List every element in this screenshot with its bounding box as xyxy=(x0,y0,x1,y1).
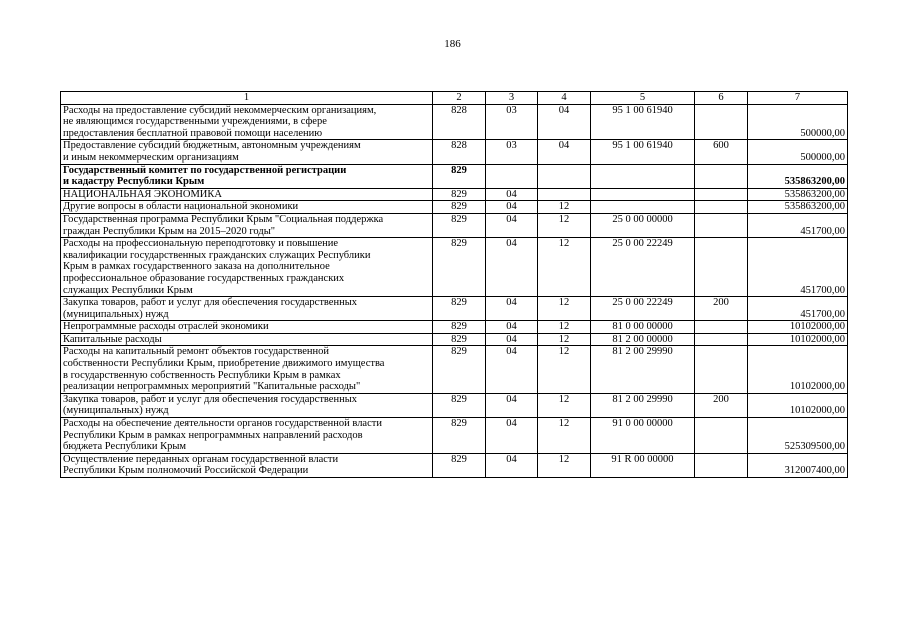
cell-target-article: 81 0 00 00000 xyxy=(591,321,695,334)
cell-description: Расходы на профессиональную переподготовку и повышение квалификации государственных гражданских служащих Республики Крым в рамках государственного заказа на дополнительное профессиональное образование государственных гражданских служащих Республики Крым xyxy=(61,238,433,297)
cell-section: 04 xyxy=(486,297,538,321)
cell-target-article: 81 2 00 00000 xyxy=(591,333,695,346)
cell-amount: 451700,00 xyxy=(748,213,848,237)
header-cell-6: 6 xyxy=(695,92,748,105)
cell-description: Расходы на капитальный ремонт объектов государственной собственности Республики Крым, приобретение движимого имущества в государственную собственность Республики Крым в рамках реализации непрограммных мероприятий "Капитальные расходы" xyxy=(61,346,433,393)
header-cell-4: 4 xyxy=(538,92,591,105)
cell-expense-type xyxy=(695,104,748,140)
cell-description: НАЦИОНАЛЬНАЯ ЭКОНОМИКА xyxy=(61,188,433,201)
cell-subsection: 04 xyxy=(538,140,591,164)
header-cell-3: 3 xyxy=(486,92,538,105)
cell-subsection: 12 xyxy=(538,346,591,393)
cell-section: 04 xyxy=(486,453,538,477)
cell-amount: 312007400,00 xyxy=(748,453,848,477)
header-cell-1: 1 xyxy=(61,92,433,105)
cell-ministry-code: 829 xyxy=(433,213,486,237)
cell-target-article: 91 0 00 00000 xyxy=(591,418,695,454)
cell-section: 04 xyxy=(486,201,538,214)
cell-target-article: 25 0 00 22249 xyxy=(591,238,695,297)
cell-subsection: 12 xyxy=(538,418,591,454)
cell-amount: 451700,00 xyxy=(748,297,848,321)
cell-amount: 535863200,00 xyxy=(748,188,848,201)
cell-subsection: 12 xyxy=(538,333,591,346)
cell-amount: 10102000,00 xyxy=(748,393,848,417)
cell-section: 04 xyxy=(486,213,538,237)
header-cell-7: 7 xyxy=(748,92,848,105)
cell-subsection: 12 xyxy=(538,213,591,237)
cell-expense-type: 200 xyxy=(695,297,748,321)
table-row xyxy=(61,418,848,454)
cell-expense-type xyxy=(695,321,748,334)
cell-target-article: 95 1 00 61940 xyxy=(591,104,695,140)
cell-subsection: 12 xyxy=(538,453,591,477)
cell-description: Закупка товаров, работ и услуг для обеспечения государственных (муниципальных) нужд xyxy=(61,393,433,417)
cell-expense-type xyxy=(695,201,748,214)
cell-target-article: 25 0 00 22249 xyxy=(591,297,695,321)
table-row xyxy=(61,238,848,297)
table-row xyxy=(61,321,848,334)
cell-ministry-code: 829 xyxy=(433,164,486,188)
cell-ministry-code: 828 xyxy=(433,140,486,164)
page-number: 186 xyxy=(444,38,461,50)
cell-target-article: 95 1 00 61940 xyxy=(591,140,695,164)
cell-description: Предоставление субсидий бюджетным, автономным учреждениям и иным некоммерческим организациям xyxy=(61,140,433,164)
cell-ministry-code: 829 xyxy=(433,418,486,454)
cell-ministry-code: 829 xyxy=(433,393,486,417)
cell-expense-type xyxy=(695,333,748,346)
cell-description: Расходы на предоставление субсидий некоммерческим организациям, не являющимся государственными учреждениями, в сфере предоставления бесплатной правовой помощи населению xyxy=(61,104,433,140)
table-row xyxy=(61,104,848,140)
cell-expense-type xyxy=(695,188,748,201)
table-row xyxy=(61,297,848,321)
cell-description: Государственная программа Республики Крым "Социальная поддержка граждан Республики Крым на 2015–2020 годы" xyxy=(61,213,433,237)
header-cell-5: 5 xyxy=(591,92,695,105)
cell-amount: 525309500,00 xyxy=(748,418,848,454)
cell-subsection: 04 xyxy=(538,104,591,140)
table-header-row xyxy=(61,92,848,105)
cell-amount: 500000,00 xyxy=(748,104,848,140)
cell-ministry-code: 829 xyxy=(433,346,486,393)
table-row xyxy=(61,140,848,164)
cell-ministry-code: 829 xyxy=(433,238,486,297)
cell-description: Другие вопросы в области национальной экономики xyxy=(61,201,433,214)
cell-target-article xyxy=(591,188,695,201)
cell-amount: 10102000,00 xyxy=(748,321,848,334)
cell-ministry-code: 829 xyxy=(433,333,486,346)
cell-amount: 10102000,00 xyxy=(748,346,848,393)
table-row xyxy=(61,453,848,477)
cell-ministry-code: 829 xyxy=(433,201,486,214)
cell-target-article xyxy=(591,201,695,214)
cell-target-article: 25 0 00 00000 xyxy=(591,213,695,237)
cell-target-article xyxy=(591,164,695,188)
cell-section: 04 xyxy=(486,333,538,346)
cell-target-article: 81 2 00 29990 xyxy=(591,346,695,393)
cell-expense-type: 600 xyxy=(695,140,748,164)
cell-ministry-code: 829 xyxy=(433,188,486,201)
cell-subsection: 12 xyxy=(538,238,591,297)
cell-description: Осуществление переданных органам государственной власти Республики Крым полномочий Российской Федерации xyxy=(61,453,433,477)
cell-expense-type xyxy=(695,418,748,454)
budget-table xyxy=(60,91,848,478)
cell-amount: 535863200,00 xyxy=(748,201,848,214)
table-row xyxy=(61,213,848,237)
cell-amount: 500000,00 xyxy=(748,140,848,164)
cell-section: 04 xyxy=(486,393,538,417)
cell-section: 03 xyxy=(486,140,538,164)
cell-section: 04 xyxy=(486,418,538,454)
cell-description: Государственный комитет по государственной регистрации и кадастру Республики Крым xyxy=(61,164,433,188)
cell-ministry-code: 829 xyxy=(433,453,486,477)
cell-expense-type xyxy=(695,453,748,477)
cell-section: 03 xyxy=(486,104,538,140)
cell-section: 04 xyxy=(486,321,538,334)
cell-ministry-code: 829 xyxy=(433,321,486,334)
table-row xyxy=(61,188,848,201)
cell-subsection: 12 xyxy=(538,297,591,321)
table-row xyxy=(61,346,848,393)
cell-subsection: 12 xyxy=(538,201,591,214)
cell-amount: 10102000,00 xyxy=(748,333,848,346)
cell-subsection xyxy=(538,188,591,201)
cell-amount: 451700,00 xyxy=(748,238,848,297)
cell-description: Непрограммные расходы отраслей экономики xyxy=(61,321,433,334)
cell-expense-type xyxy=(695,164,748,188)
cell-amount: 535863200,00 xyxy=(748,164,848,188)
cell-expense-type: 200 xyxy=(695,393,748,417)
cell-description: Капитальные расходы xyxy=(61,333,433,346)
cell-subsection: 12 xyxy=(538,393,591,417)
cell-target-article: 91 R 00 00000 xyxy=(591,453,695,477)
cell-section: 04 xyxy=(486,238,538,297)
cell-expense-type xyxy=(695,346,748,393)
cell-section: 04 xyxy=(486,188,538,201)
table-row xyxy=(61,164,848,188)
cell-section: 04 xyxy=(486,346,538,393)
table-row xyxy=(61,201,848,214)
cell-expense-type xyxy=(695,213,748,237)
cell-description: Закупка товаров, работ и услуг для обеспечения государственных (муниципальных) нужд xyxy=(61,297,433,321)
cell-subsection: 12 xyxy=(538,321,591,334)
table-row xyxy=(61,333,848,346)
cell-target-article: 81 2 00 29990 xyxy=(591,393,695,417)
header-cell-2: 2 xyxy=(433,92,486,105)
table-row xyxy=(61,393,848,417)
cell-description: Расходы на обеспечение деятельности органов государственной власти Республики Крым в рамках непрограммных направлений расходов бюджета Республики Крым xyxy=(61,418,433,454)
cell-section xyxy=(486,164,538,188)
cell-subsection xyxy=(538,164,591,188)
cell-expense-type xyxy=(695,238,748,297)
cell-ministry-code: 829 xyxy=(433,297,486,321)
cell-ministry-code: 828 xyxy=(433,104,486,140)
